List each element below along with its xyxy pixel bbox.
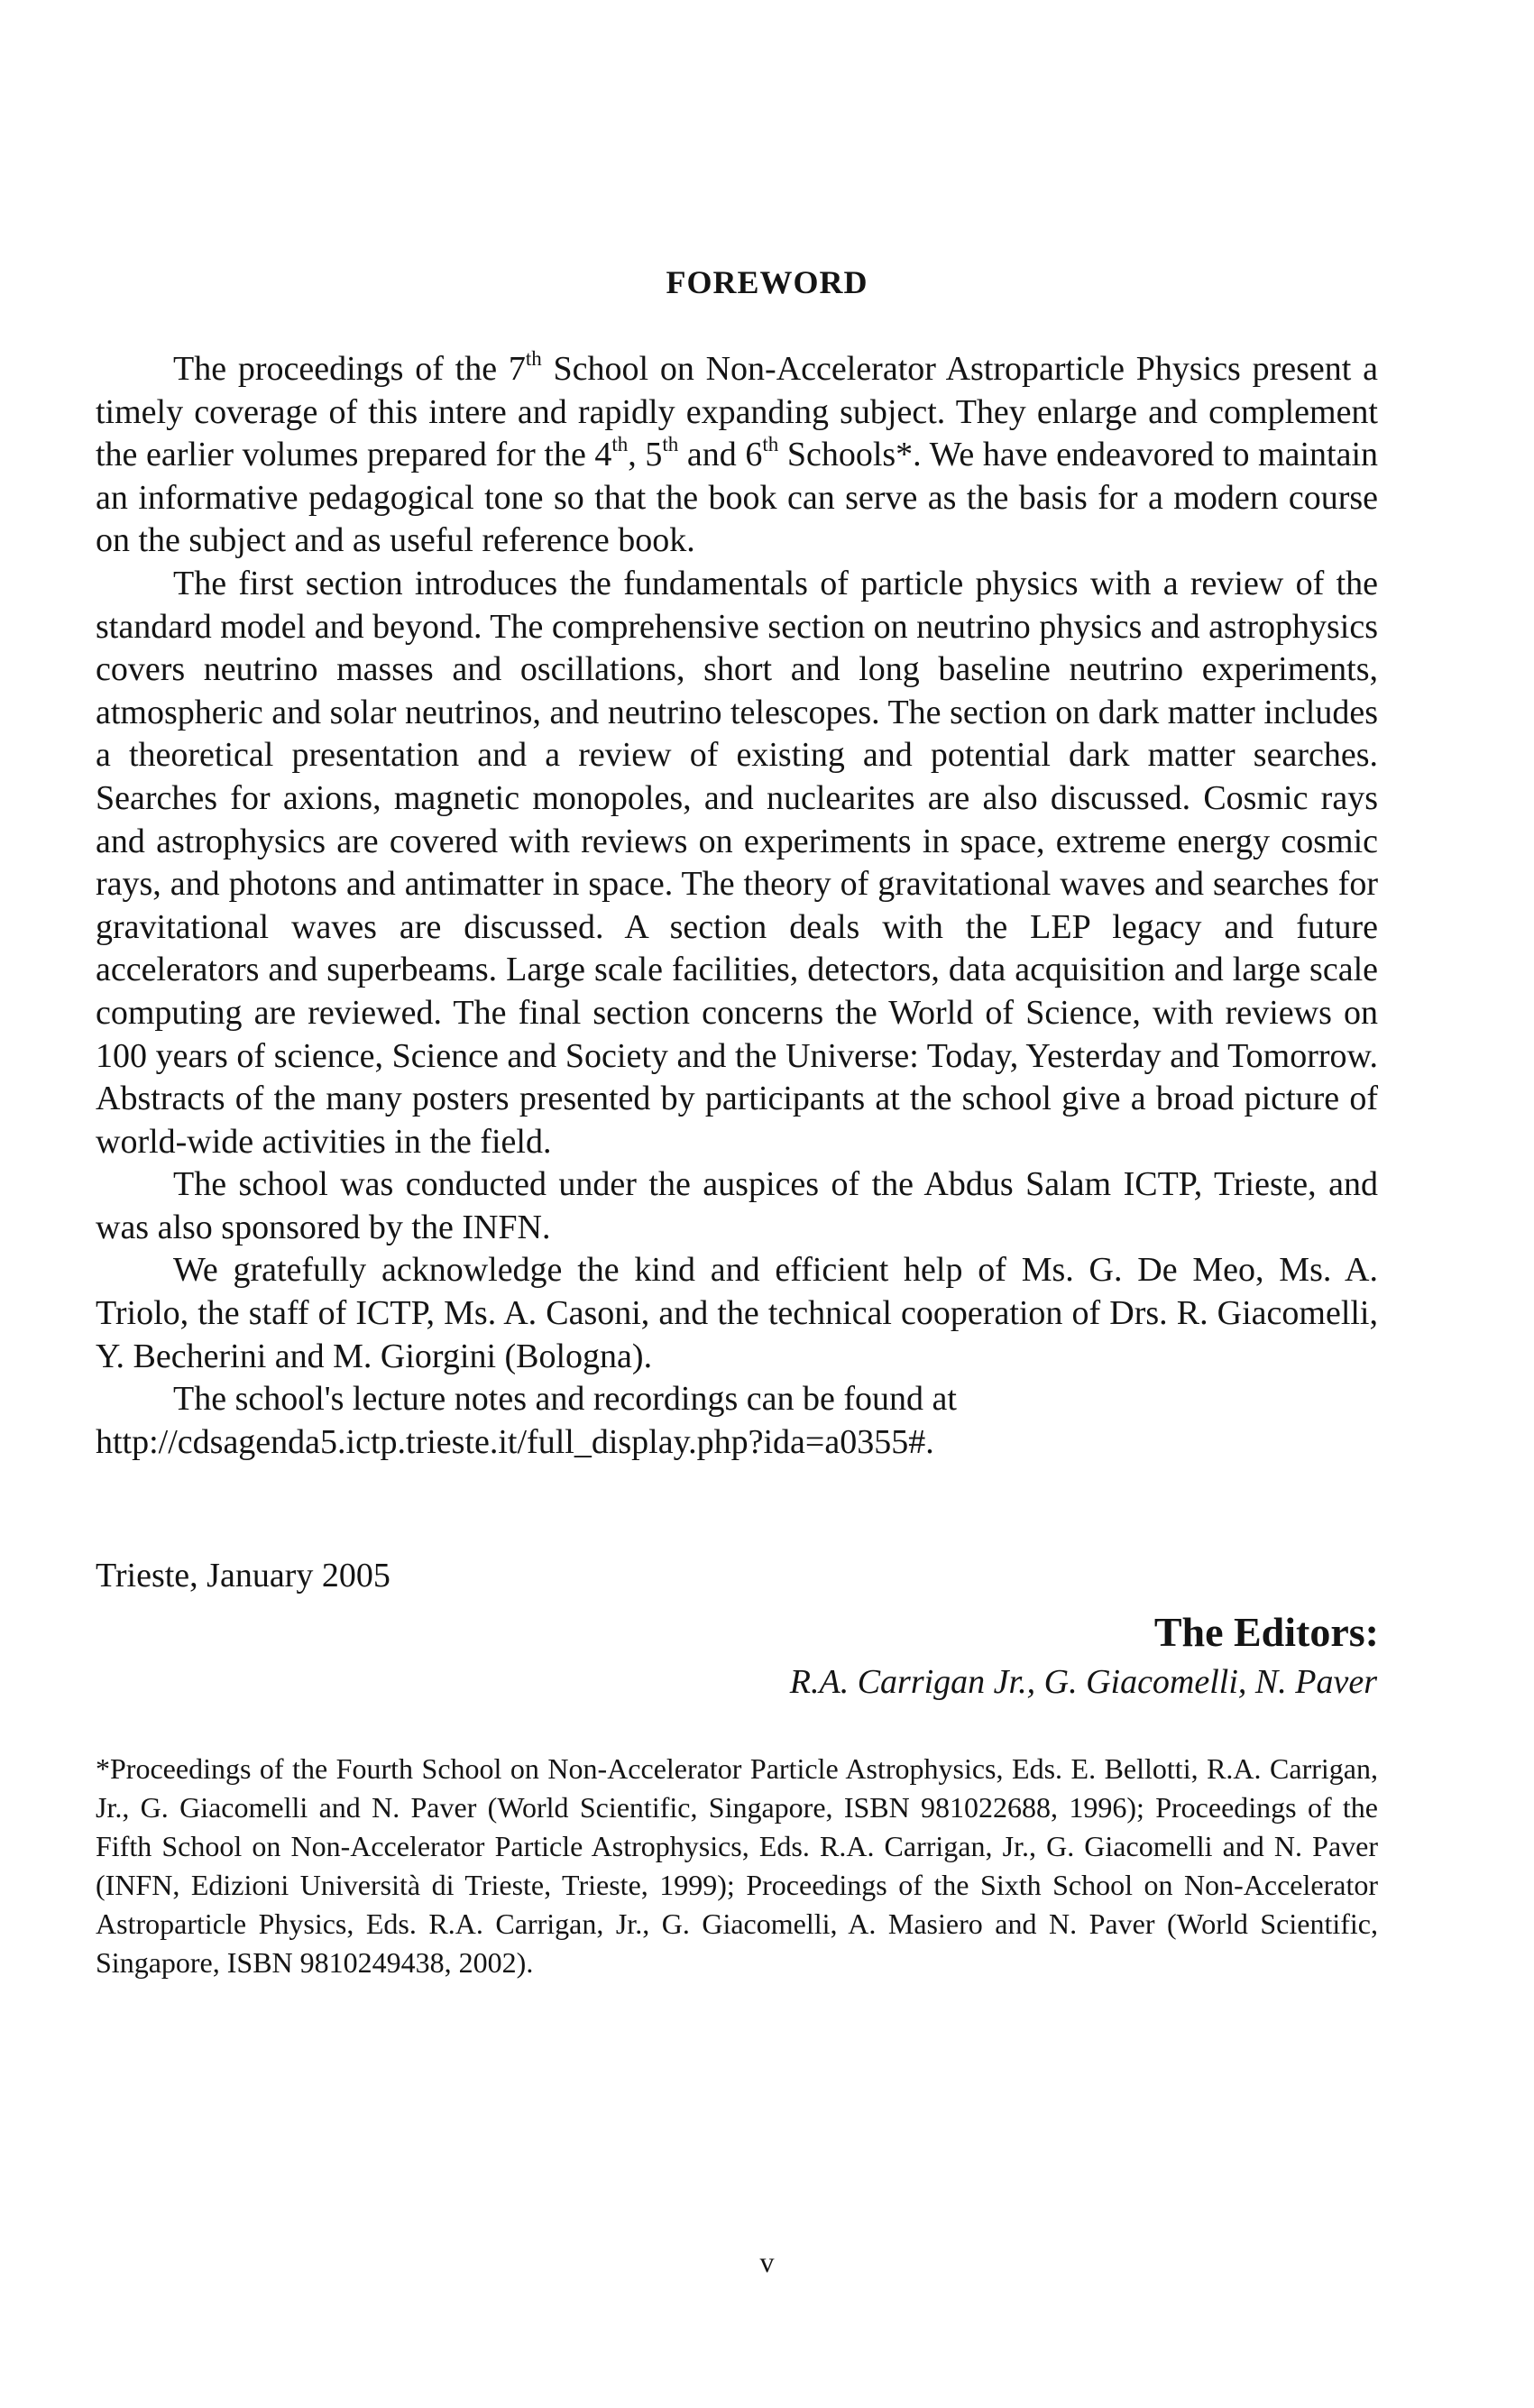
page-title: FOREWORD [666, 264, 868, 300]
editors-heading: The Editors: [1153, 1609, 1379, 1655]
lecture-notes-url: http://cdsagenda5.ictp.trieste.it/full_display.php?ida=a0355#. [96, 1422, 934, 1461]
paragraph-lecture-notes [96, 1378, 1378, 1464]
paragraph-sections: The first section introduces the fundamentals of particle physics with a review of the standard model and beyond. The comprehensive section on neutrino physics and astrophysics covers neutrino masses and oscillations, short and long baseline neutrino experiments, atmospheric and solar neutrinos, and neutrino telescopes. The section on dark matter includes a theoretical presentation and a review of existing and potential dark matter searches. Searches for axions, magnetic monopoles, and nuclearites are also discussed. Cosmic rays and astrophysics are covered with reviews on experiments in space, extreme energy cosmic rays, and photons and antimatter in space. The theory of gravitational waves and searches for gravitational waves are discussed. A section deals with the LEP legacy and future accelerators and superbeams. Large scale facilities, detectors, data acquisition and large scale computing are reviewed. The final section concerns the World of Science, with reviews on 100 years of science, Science and Society and the Universe: Today, Yesterday and Tomorrow. Abstracts of the many posters presented by participants at the school give a broad picture of world-wide activities in the field. [96, 564, 1378, 1161]
paragraph-auspices: The school was conducted under the auspices of the Abdus Salam ICTP, Trieste, and was also sponsored by the INFN. [96, 1165, 1378, 1246]
page-number: v [759, 2246, 775, 2278]
ordinal-suffix: th [662, 433, 679, 456]
footnote: *Proceedings of the Fourth School on Non-Accelerator Particle Astrophysics, Eds. E. Bellotti, R.A. Carrigan, Jr., G. Giacomelli and N. Paver (World Scientific, Singapore, ISBN 981022688, 1996); Proceedings of the Fifth School on Non-Accelerator Particle Astrophysics, Eds. R.A. Carrigan, Jr., G. Giacomelli and N. Paver (INFN, Edizioni Università di Trieste, Trieste, 1999); Proceedings of the Sixth School on Non-Accelerator Astroparticle Physics, Eds. R.A. Carrigan, Jr., G. Giacomelli, A. Masiero and N. Paver (World Scientific, Singapore, ISBN 9810249438, 2002). [96, 1752, 1378, 1979]
intro-text-b: School on Non-Accelerator Astroparticle Physics present a timely coverage of this intere and rapidly expanding subject. They enlarge and complement the earlier volumes prepared for the 4 [96, 350, 1378, 474]
paragraph-acknowledgements: We gratefully acknowledge the kind and efficient help of Ms. G. De Meo, Ms. A. Triolo, the staff of ICTP, Ms. A. Casoni, and the technical cooperation of Drs. R. Giacomelli, Y. Becherini and M. Giorgini (Bologna). [96, 1251, 1378, 1375]
date-line: Trieste, January 2005 [96, 1557, 390, 1595]
lecture-notes-text: The school's lecture notes and recordings can be found at [173, 1380, 957, 1419]
ordinal-suffix: th [525, 347, 542, 370]
paragraph-intro [96, 348, 1378, 563]
foreword-body [96, 348, 1378, 1464]
intro-text-e: Schools*. We have endeavored to maintain an informative pedagogical tone so that the book can serve as the basis for a modern course on the subject and as useful reference book. [96, 436, 1378, 560]
ordinal-suffix: th [762, 433, 779, 456]
intro-text-a: The proceedings of the 7 [173, 350, 526, 388]
editors-names: R.A. Carrigan Jr., G. Giacomelli, N. Paver [789, 1663, 1377, 1701]
intro-text-c: , 5 [628, 436, 663, 474]
intro-text-d: and 6 [678, 436, 763, 474]
ordinal-suffix: th [611, 433, 629, 456]
